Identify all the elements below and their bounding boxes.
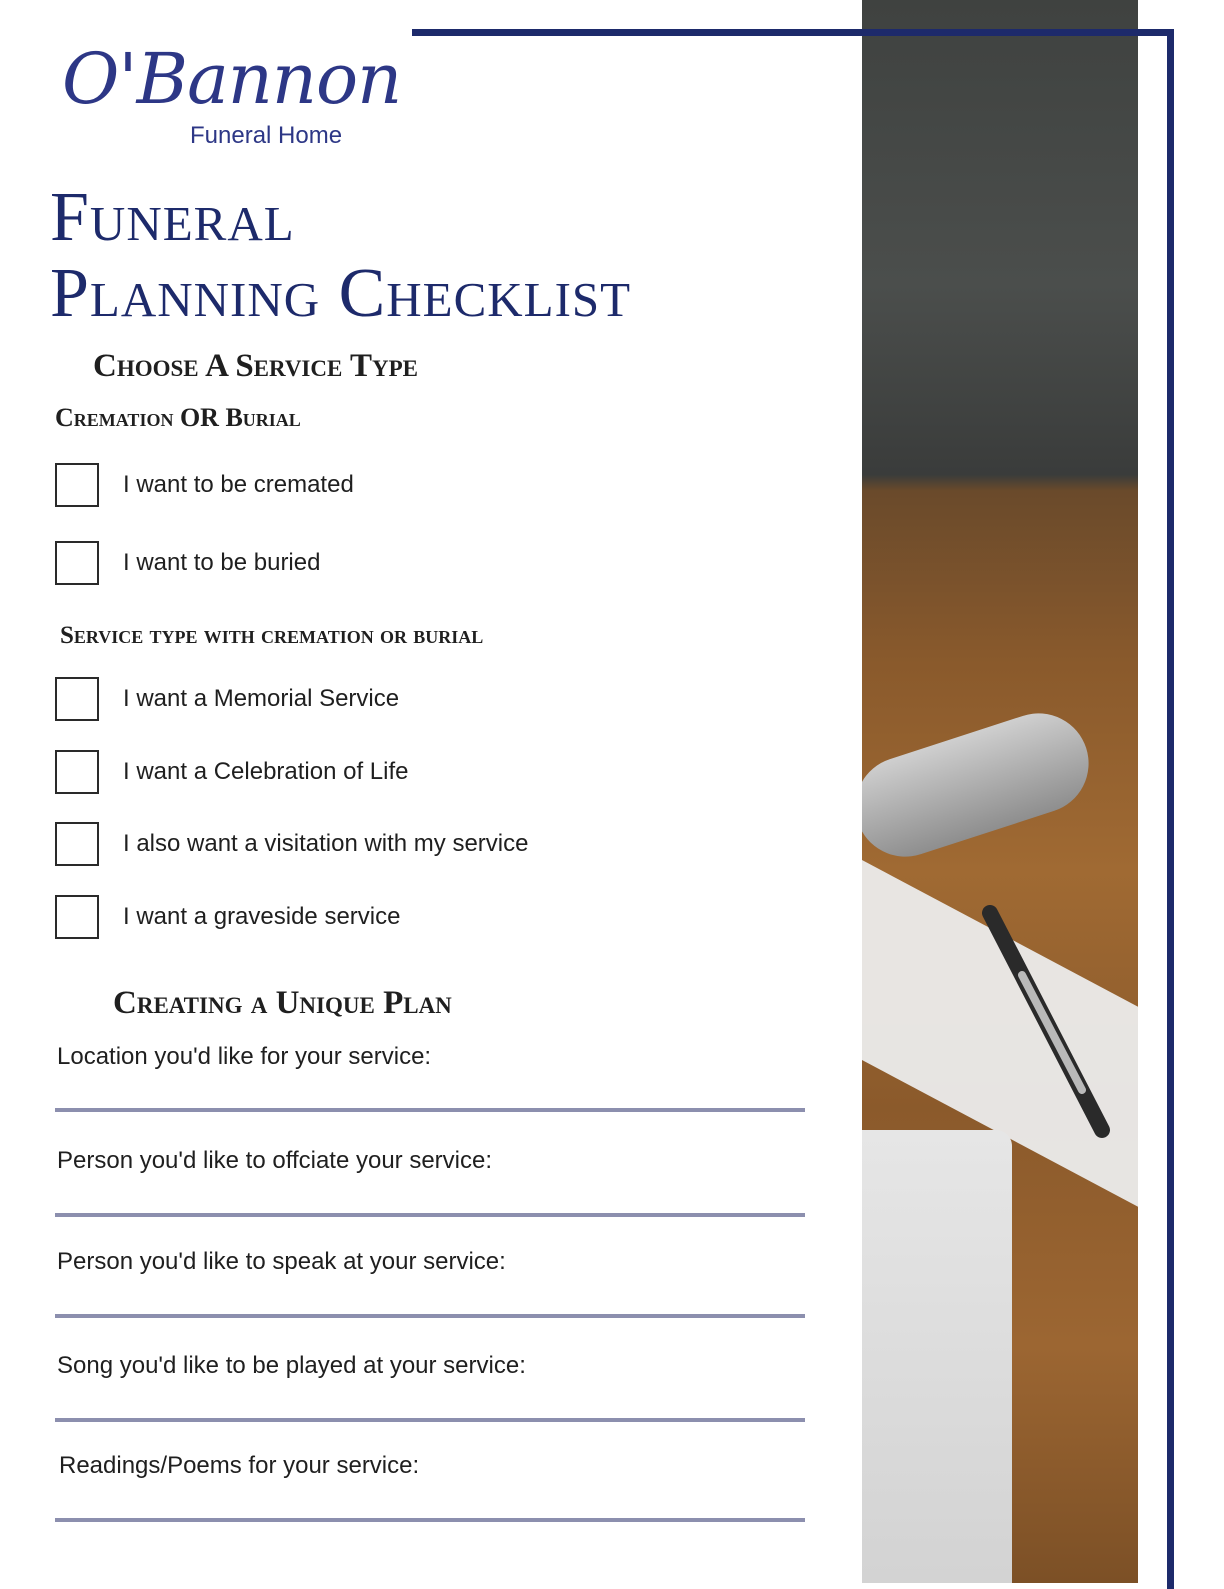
checkbox[interactable] [55,750,99,794]
page-title-line2: Planning Checklist [50,255,632,332]
officiant-input-line[interactable] [55,1213,805,1217]
option-cremated[interactable] [55,461,354,509]
unique-plan-heading: Creating a Unique Plan [113,985,452,1021]
option-label: I want to be buried [123,549,321,576]
option-label: I want a graveside service [123,903,401,930]
page-title-line1: Funeral [50,179,295,256]
checkbox[interactable] [55,895,99,939]
checkbox[interactable] [55,541,99,585]
readings-label: Readings/Poems for your service: [59,1452,420,1479]
cremation-or-burial-heading: Cremation OR Burial [55,403,301,432]
service-type-heading: Choose A Service Type [93,348,418,384]
option-graveside[interactable] [55,893,400,941]
song-input-line[interactable] [55,1418,805,1422]
paper-roll-image [862,700,1102,869]
option-buried[interactable] [55,539,320,587]
frame-top-border [412,29,1174,36]
logo-name: O'Bannon [62,38,402,120]
option-label: I want to be cremated [123,471,354,498]
option-celebration[interactable] [55,748,409,796]
option-label: I also want a visitation with my service [123,830,529,857]
readings-input-line[interactable] [55,1518,805,1522]
option-label: I want a Celebration of Life [123,758,409,785]
logo [62,38,402,158]
tablet-image [862,1130,1012,1583]
option-visitation[interactable] [55,820,528,868]
option-memorial[interactable] [55,675,399,723]
checkbox[interactable] [55,677,99,721]
option-label: I want a Memorial Service [123,685,400,712]
speaker-input-line[interactable] [55,1314,805,1318]
song-label: Song you'd like to be played at your service: [57,1352,526,1379]
service-with-heading: Service type with cremation or burial [60,622,484,649]
logo-subtitle: Funeral Home [190,122,343,149]
officiant-label: Person you'd like to offciate your service: [57,1147,493,1174]
desk-photo [862,0,1138,1583]
speaker-label: Person you'd like to speak at your service: [57,1248,506,1275]
location-label: Location you'd like for your service: [57,1043,432,1070]
checkbox[interactable] [55,822,99,866]
location-input-line[interactable] [55,1108,805,1112]
page-title [50,180,631,332]
frame-right-border [1167,29,1174,1589]
pen-icon [982,905,1122,1145]
checkbox[interactable] [55,463,99,507]
